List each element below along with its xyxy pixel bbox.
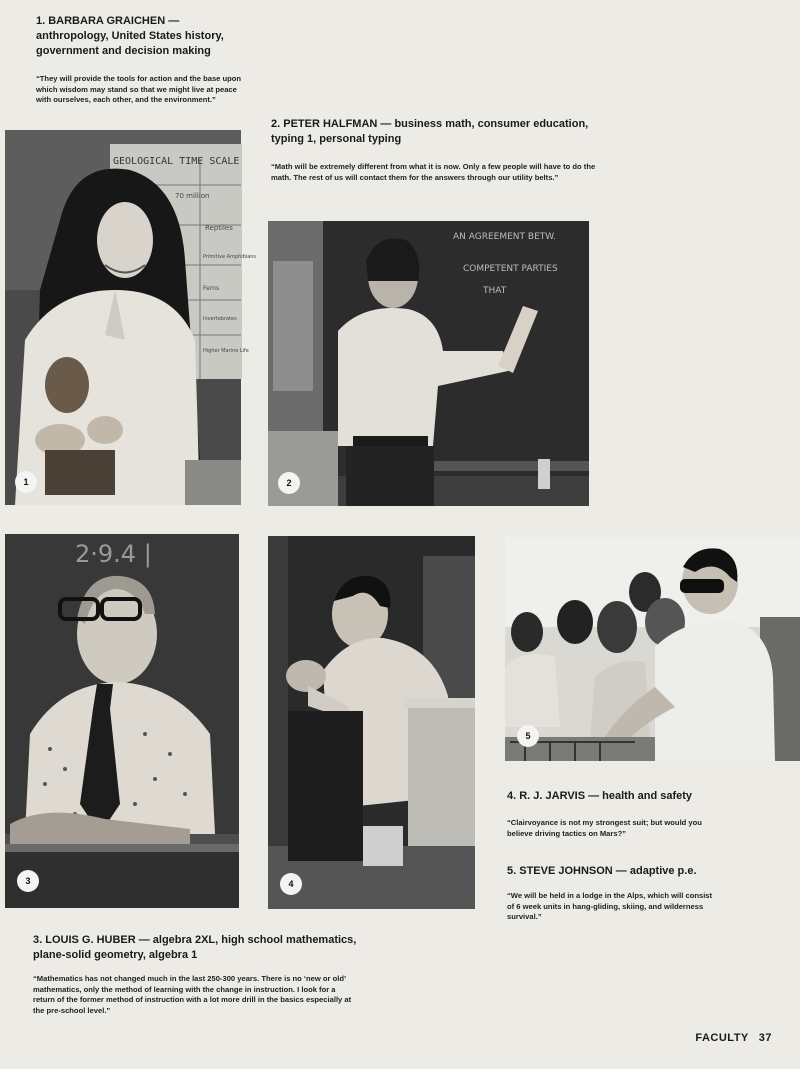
board-cell: Higher Marine Life <box>203 348 249 354</box>
huber-heading: 3. LOUIS G. HUBER — algebra 2XL, high school mathematics, plane-solid geometry, algebra 1 <box>33 934 357 961</box>
johnson-quote: “We will be held in a lodge in the Alps, which will consist of 6 week units in hang-gliding, skiing, and wilderness survival.” <box>507 891 713 921</box>
board-title: GEOLOGICAL TIME SCALE <box>113 156 240 167</box>
photo-number-badge: 4 <box>280 873 302 895</box>
halfman-quote: “Math will be extremely different from what it is now. Only a few people will have to do the math. The rest of us will contact them for the answers through our utility belts.” <box>271 162 596 182</box>
photo-number-badge: 1 <box>15 471 37 493</box>
jarvis-quote: “Clairvoyance is not my strongest suit; but would you believe driving tactics on Mars?” <box>507 818 702 838</box>
board-cell: 70 million <box>175 192 210 200</box>
photo-jarvis-image <box>268 536 475 909</box>
board-cell: Reptiles <box>205 224 233 232</box>
chalk-line: COMPETENT PARTIES <box>463 264 558 274</box>
jarvis-heading: 4. R. J. JARVIS — health and safety <box>507 790 693 802</box>
chalk-line: THAT <box>483 286 507 296</box>
section-label: FACULTY <box>695 1032 749 1044</box>
photo-halfman-image <box>268 221 589 506</box>
chalk-line: AN AGREEMENT BETW. <box>453 232 556 242</box>
photo-johnson <box>505 537 800 761</box>
graichen-quote: “They will provide the tools for action and the base upon which wisdom may stand so that we might live at peace with ourselves, each other, and the environment.” <box>36 74 242 104</box>
photo-johnson-image <box>505 537 800 761</box>
photo-huber-image <box>5 534 239 908</box>
photo-number-badge: 3 <box>17 870 39 892</box>
photo-halfman <box>268 221 589 506</box>
photo-graichen <box>5 130 257 505</box>
page-footer <box>695 1032 772 1044</box>
photo-number-badge: 5 <box>517 725 539 747</box>
photo-number-badge: 2 <box>278 472 300 494</box>
photo-graichen-image <box>5 130 257 505</box>
page-number: 37 <box>758 1032 772 1044</box>
huber-quote: “Mathematics has not changed much in the last 250-300 years. There is no ‘new or old’ mathematics, only the method of learning with the change in instruction. I look for a return of the former method of instruction with a lot more drill in the basics especially at the pre-school level.” <box>33 974 352 1015</box>
chalk-writing: 2·9.4 | <box>75 540 152 568</box>
johnson-heading: 5. STEVE JOHNSON — adaptive p.e. <box>507 865 697 877</box>
photo-huber <box>5 534 239 908</box>
board-cell: Primitive Amphibians <box>203 254 257 260</box>
graichen-heading: 1. BARBARA GRAICHEN — anthropology, United States history, government and decision making <box>36 15 224 57</box>
board-cell: Ferns <box>203 285 220 292</box>
board-cell: Invertebrates <box>203 316 237 322</box>
photo-jarvis <box>268 536 475 909</box>
halfman-heading: 2. PETER HALFMAN — business math, consumer education, typing 1, personal typing <box>271 118 589 145</box>
